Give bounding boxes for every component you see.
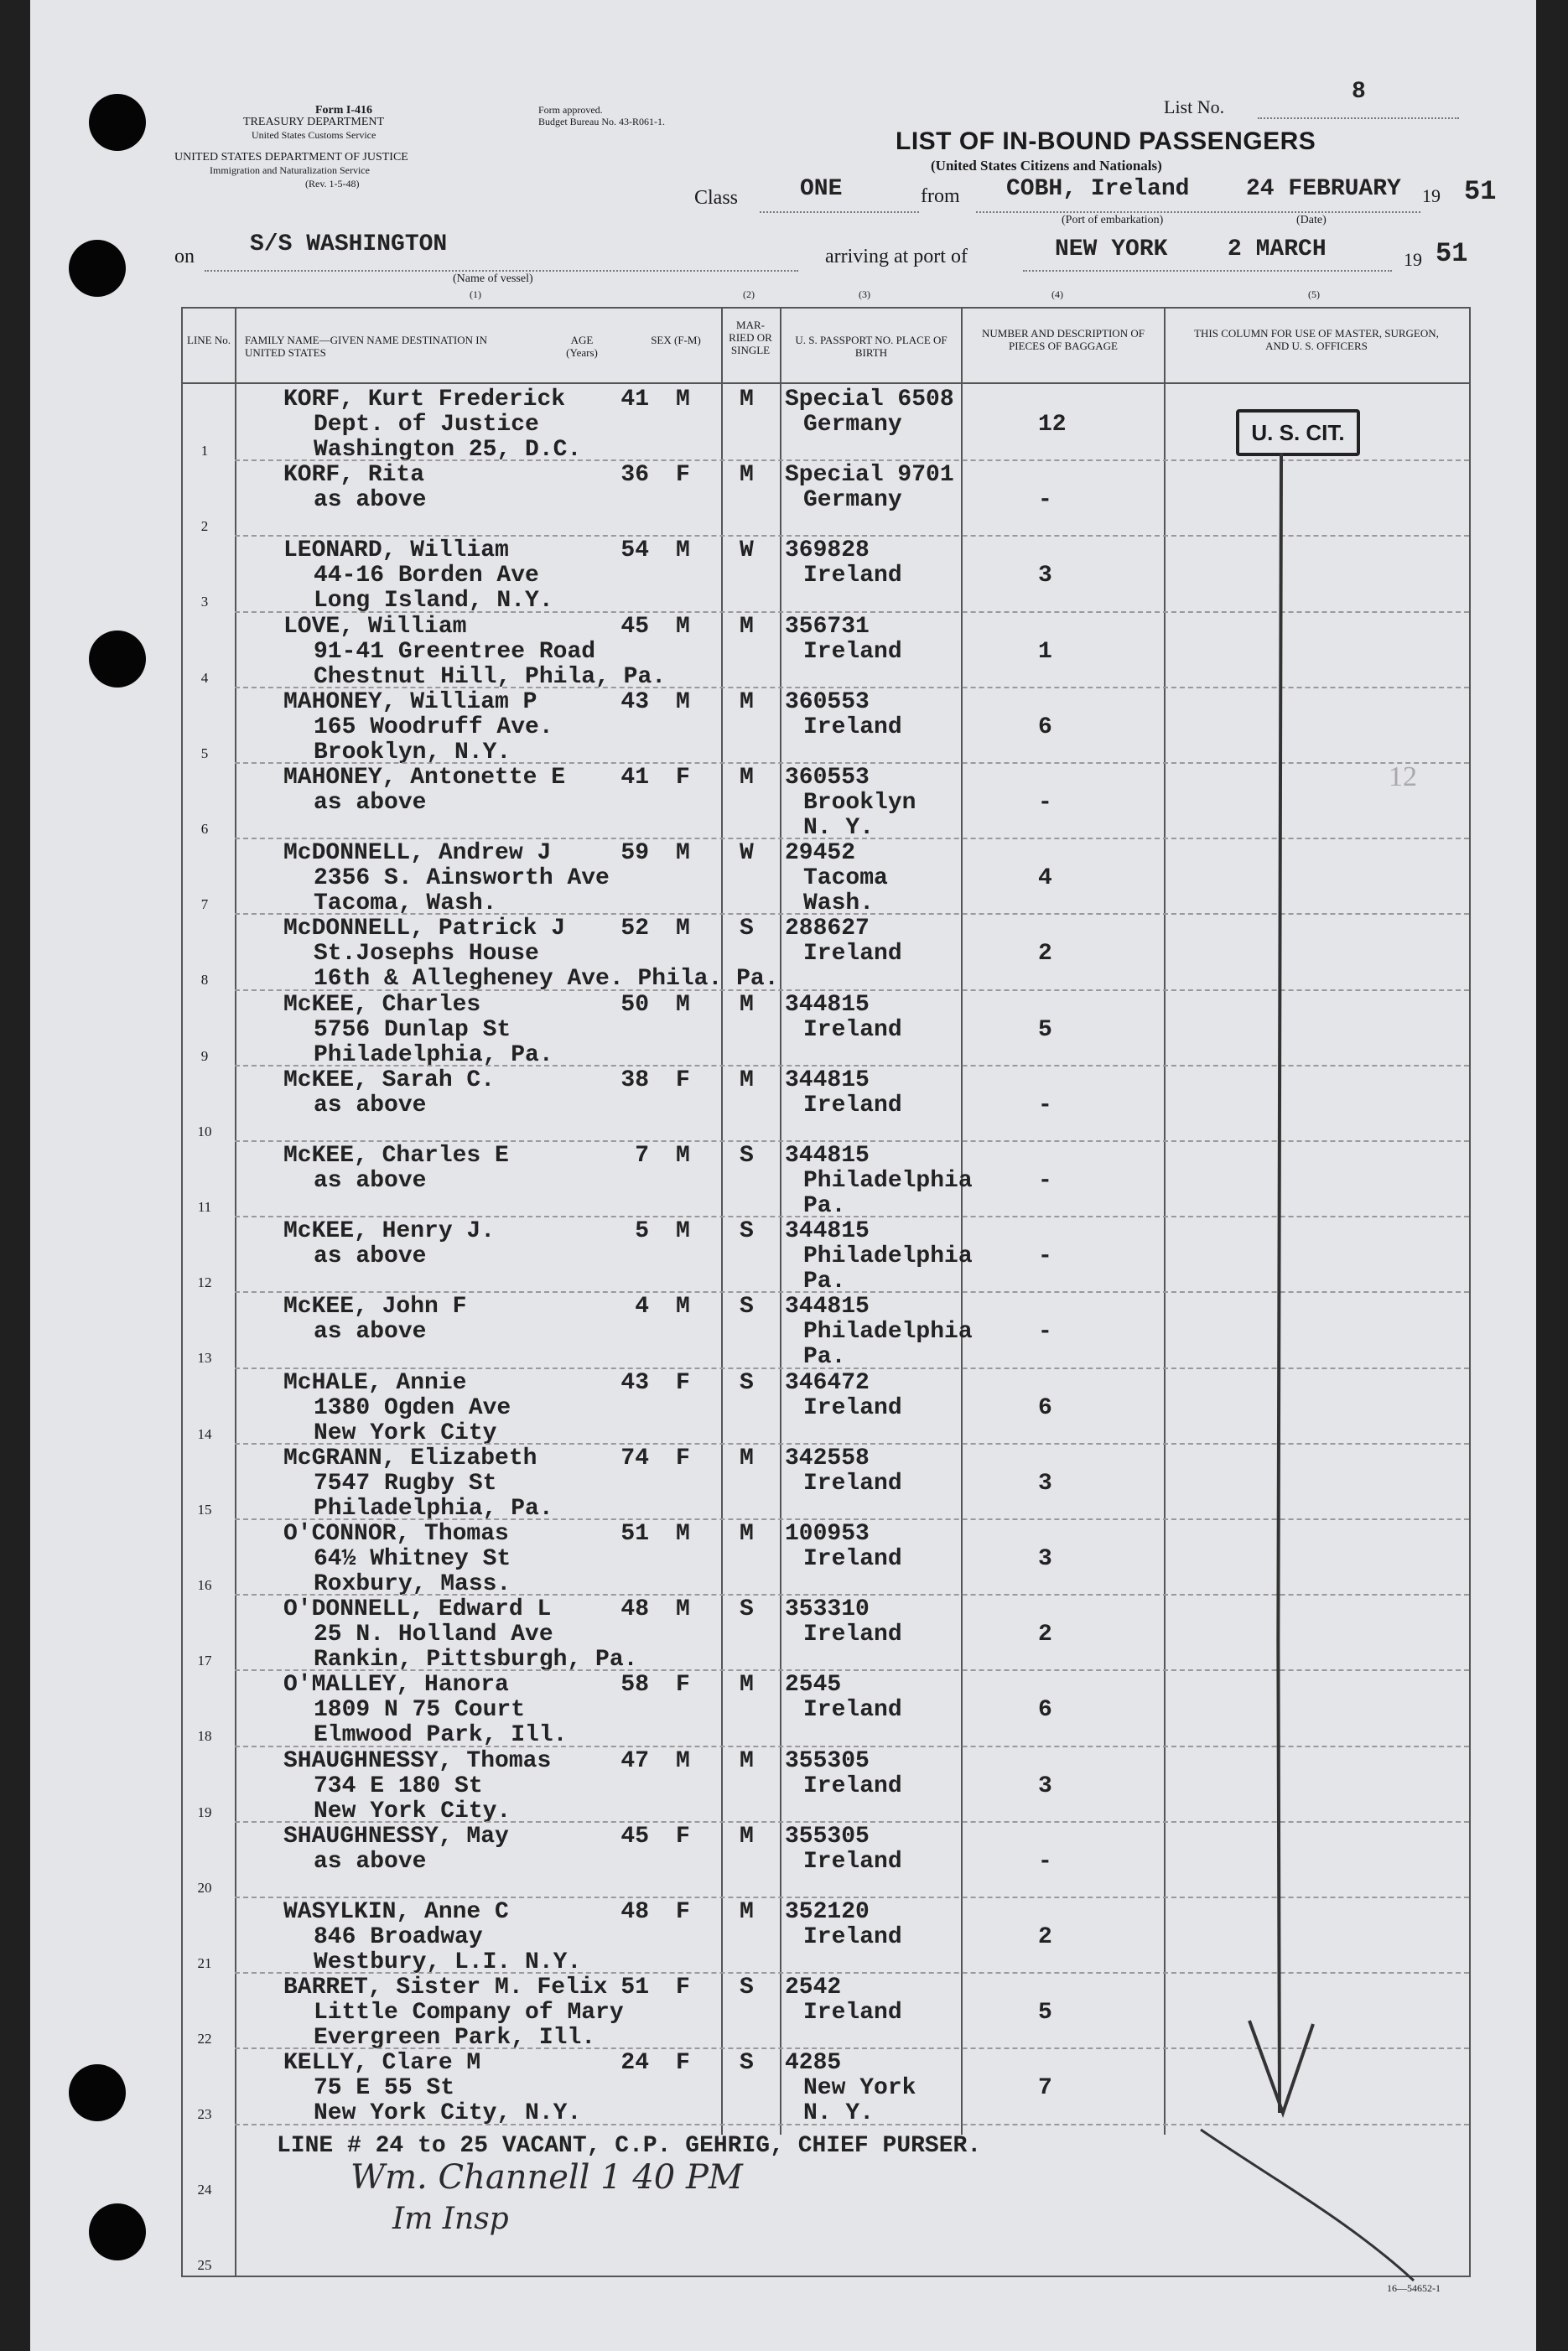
passenger-birthplace: Tacoma: [803, 865, 888, 892]
col-num-1: (1): [470, 288, 481, 300]
header-line-no: LINE No.: [187, 334, 231, 346]
passenger-sex: M: [676, 387, 690, 413]
form-approved: Form approved.: [538, 104, 603, 116]
passenger-sex: M: [676, 1747, 690, 1774]
passenger-baggage: -: [1038, 1092, 1052, 1118]
passenger-baggage: 3: [1038, 1772, 1052, 1799]
from-port: COBH, Ireland: [1006, 176, 1190, 202]
passenger-baggage: 7: [1038, 2075, 1052, 2102]
passenger-birthplace: Ireland: [803, 563, 902, 589]
passenger-marital-status: W: [740, 840, 754, 867]
passenger-birthplace: Ireland: [803, 1622, 902, 1648]
passenger-sex: F: [676, 1445, 690, 1471]
passenger-sex: M: [676, 688, 690, 715]
passenger-name: KORF, Rita: [283, 462, 425, 489]
line-number: 5: [200, 745, 209, 761]
passenger-birthplace: Ireland: [803, 1394, 902, 1421]
passenger-name: BARRET, Sister M. Felix: [283, 1975, 608, 2001]
passenger-marital-status: M: [740, 765, 754, 791]
passenger-sex: F: [676, 1975, 690, 2001]
passenger-birthplace: N. Y.: [803, 2100, 875, 2127]
header-passport: U. S. PASSPORT NO. PLACE OF BIRTH: [795, 334, 948, 359]
passenger-name: McDONNELL, Andrew J: [283, 840, 552, 867]
passenger-name: McGRANN, Elizabeth: [283, 1445, 537, 1471]
passenger-address: New York City, N.Y.: [314, 2100, 582, 2127]
passenger-sex: M: [676, 991, 690, 1018]
line-number: 4: [200, 669, 209, 686]
passenger-sex: F: [676, 1369, 690, 1396]
passenger-sex: M: [676, 1521, 690, 1547]
passenger-name: McKEE, Henry J.: [283, 1218, 496, 1245]
line-number: 18: [197, 1728, 212, 1745]
vessel-label: (Name of vessel): [453, 272, 533, 285]
from-label: from: [921, 185, 960, 207]
passenger-passport: 344815: [785, 991, 870, 1018]
arrival-year: 51: [1436, 238, 1468, 269]
passenger-age: 47: [620, 1747, 649, 1774]
col-num-4: (4): [1051, 288, 1063, 300]
passenger-age: 51: [620, 1521, 649, 1547]
list-no-label: List No.: [1164, 96, 1225, 117]
passenger-birthplace: Wash.: [803, 890, 875, 917]
passenger-passport: 360553: [785, 688, 870, 715]
passenger-marital-status: M: [740, 462, 754, 489]
passenger-birthplace: Ireland: [803, 1092, 902, 1118]
passenger-name: McKEE, Charles E: [283, 1143, 509, 1169]
passenger-marital-status: S: [740, 1975, 754, 2001]
passenger-address: 846 Broadway: [314, 1924, 483, 1950]
passenger-birthplace: N. Y.: [803, 815, 875, 841]
line-number: 1: [200, 443, 209, 459]
passenger-birthplace: Ireland: [803, 638, 902, 665]
passenger-birthplace: Germany: [803, 487, 902, 514]
passenger-address: St.Josephs House: [314, 941, 539, 968]
col-num-2: (2): [743, 288, 755, 300]
on-label: on: [174, 246, 195, 267]
passenger-passport: 355305: [785, 1747, 870, 1774]
passenger-baggage: 12: [1038, 412, 1067, 438]
passenger-marital-status: S: [740, 1596, 754, 1623]
port-embark-label: (Port of embarkation): [1062, 214, 1164, 226]
passenger-birthplace: Ireland: [803, 1697, 902, 1724]
line-number: 6: [200, 821, 209, 837]
passenger-age: 7: [635, 1143, 649, 1169]
passenger-marital-status: S: [740, 1143, 754, 1169]
budget-bureau: Budget Bureau No. 43-R061-1.: [538, 116, 665, 127]
date-label: (Date): [1296, 214, 1327, 226]
passenger-age: 74: [620, 1445, 649, 1471]
passenger-baggage: 2: [1038, 1924, 1052, 1950]
passenger-sex: M: [676, 1143, 690, 1169]
passenger-address: Chestnut Hill, Phila, Pa.: [314, 663, 667, 690]
passenger-address: Roxbury, Mass.: [314, 1571, 511, 1597]
passenger-passport: 346472: [785, 1369, 870, 1396]
passenger-name: McDONNELL, Patrick J: [283, 916, 566, 942]
passenger-baggage: -: [1038, 790, 1052, 816]
passenger-name: SHAUGHNESSY, Thomas: [283, 1747, 552, 1774]
line-number: 11: [197, 1199, 212, 1215]
passenger-address: Elmwood Park, Ill.: [314, 1722, 568, 1749]
passenger-marital-status: M: [740, 1899, 754, 1925]
passenger-baggage: 3: [1038, 1470, 1052, 1497]
passenger-address: Little Company of Mary: [314, 2000, 624, 2027]
passenger-address: as above: [314, 487, 427, 514]
passenger-birthplace: New York: [803, 2075, 916, 2102]
passenger-baggage: 2: [1038, 941, 1052, 968]
passenger-age: 59: [620, 840, 649, 867]
passenger-address: as above: [314, 1319, 427, 1346]
passenger-sex: M: [676, 1294, 690, 1321]
passenger-marital-status: S: [740, 1369, 754, 1396]
col-num-5: (5): [1308, 288, 1320, 300]
passenger-age: 43: [620, 1369, 649, 1396]
passenger-baggage: 2: [1038, 1622, 1052, 1648]
passenger-marital-status: S: [740, 1218, 754, 1245]
passenger-age: 41: [620, 387, 649, 413]
passenger-baggage: 3: [1038, 1546, 1052, 1572]
customs-service: United States Customs Service: [252, 129, 376, 141]
line-number: 8: [200, 972, 209, 989]
passenger-address: as above: [314, 1243, 427, 1270]
line-number: 25: [197, 2257, 212, 2273]
from-year-prefix: 19: [1422, 185, 1441, 206]
passenger-name: O'CONNOR, Thomas: [283, 1521, 509, 1547]
passenger-address: Philadelphia, Pa.: [314, 1495, 553, 1522]
passenger-sex: M: [676, 840, 690, 867]
passenger-age: 58: [620, 1672, 649, 1699]
passenger-passport: 353310: [785, 1596, 870, 1623]
passenger-address: 7547 Rugby St: [314, 1470, 497, 1497]
passenger-passport: 29452: [785, 840, 856, 867]
passenger-name: O'MALLEY, Hanora: [283, 1672, 509, 1699]
passenger-address: 91-41 Greentree Road: [314, 638, 596, 665]
passenger-baggage: -: [1038, 1168, 1052, 1194]
passenger-birthplace: Philadelphia: [803, 1168, 973, 1194]
passenger-passport: 369828: [785, 537, 870, 564]
class-label: Class: [694, 187, 739, 209]
list-no-value: 8: [1352, 79, 1366, 105]
passenger-baggage: -: [1038, 1319, 1052, 1346]
passenger-address: as above: [314, 790, 427, 816]
ins-service: Immigration and Naturalization Service: [210, 164, 370, 176]
passenger-baggage: 6: [1038, 714, 1052, 740]
passenger-sex: F: [676, 765, 690, 791]
passenger-age: 52: [620, 916, 649, 942]
passenger-birthplace: Ireland: [803, 1016, 902, 1043]
arrival-year-prefix: 19: [1404, 249, 1422, 270]
passenger-name: MAHONEY, William P: [283, 688, 537, 715]
passenger-passport: 344815: [785, 1218, 870, 1245]
passenger-baggage: 6: [1038, 1697, 1052, 1724]
passenger-sex: M: [676, 1596, 690, 1623]
from-year: 51: [1464, 176, 1497, 207]
passenger-birthplace: Pa.: [803, 1193, 846, 1219]
passenger-name: MAHONEY, Antonette E: [283, 765, 566, 791]
passenger-address: 1380 Ogden Ave: [314, 1394, 511, 1421]
passenger-address: Washington 25, D.C.: [314, 437, 582, 463]
passenger-age: 51: [620, 1975, 649, 2001]
header-age: AGE (Years): [566, 334, 598, 359]
footer-code: 16—54652-1: [1387, 2282, 1441, 2294]
passenger-passport: 342558: [785, 1445, 870, 1471]
passenger-address: 734 E 180 St: [314, 1772, 483, 1799]
line-number: 7: [200, 896, 209, 913]
passenger-passport: 356731: [785, 613, 870, 640]
line-number: 17: [197, 1653, 212, 1669]
passenger-address: New York City: [314, 1419, 497, 1446]
passenger-age: 48: [620, 1596, 649, 1623]
passenger-birthplace: Ireland: [803, 1924, 902, 1950]
line-number: 19: [197, 1803, 212, 1820]
passenger-birthplace: Ireland: [803, 714, 902, 740]
passenger-address: Evergreen Park, Ill.: [314, 2025, 596, 2052]
passenger-baggage: -: [1038, 1848, 1052, 1875]
passenger-birthplace: Pa.: [803, 1344, 846, 1371]
passenger-birthplace: Ireland: [803, 1546, 902, 1572]
passenger-address: Philadelphia, Pa.: [314, 1041, 553, 1068]
passenger-name: LOVE, William: [283, 613, 467, 640]
passenger-address: 165 Woodruff Ave.: [314, 714, 553, 740]
passenger-passport: 344815: [785, 1067, 870, 1093]
line-number: 22: [197, 2031, 212, 2047]
passenger-birthplace: Brooklyn: [803, 790, 916, 816]
passenger-name: O'DONNELL, Edward L: [283, 1596, 552, 1623]
passenger-age: 45: [620, 1823, 649, 1850]
passenger-name: McKEE, John F: [283, 1294, 467, 1321]
margin-note: 12: [1389, 761, 1417, 792]
passenger-birthplace: Ireland: [803, 941, 902, 968]
passenger-address: 75 E 55 St: [314, 2075, 455, 2102]
passenger-baggage: 4: [1038, 865, 1052, 892]
passenger-passport: 352120: [785, 1899, 870, 1925]
passenger-baggage: 5: [1038, 2000, 1052, 2027]
passenger-passport: 355305: [785, 1823, 870, 1850]
passenger-passport: 360553: [785, 765, 870, 791]
passenger-name: KORF, Kurt Frederick: [283, 387, 566, 413]
header-name: FAMILY NAME—GIVEN NAME DESTINATION IN UNITED STATES: [245, 334, 488, 359]
header-sex: SEX (F-M): [651, 334, 701, 346]
line-number: 15: [197, 1501, 212, 1518]
header-officers: THIS COLUMN FOR USE OF MASTER, SURGEON, AND U. S. OFFICERS: [1194, 327, 1439, 352]
us-citizen-stamp: U. S. CIT.: [1236, 409, 1360, 456]
passenger-age: 54: [620, 537, 649, 564]
passenger-address: as above: [314, 1848, 427, 1875]
line-number: 23: [197, 2106, 212, 2123]
line-number: 2: [200, 518, 209, 535]
col-num-3: (3): [859, 288, 870, 300]
class-value: ONE: [800, 176, 843, 202]
arrival-port: NEW YORK: [1055, 236, 1168, 262]
passenger-address: Westbury, L.I. N.Y.: [314, 1949, 582, 1975]
vacant-note: LINE # 24 to 25 VACANT, C.P. GEHRIG, CHIEF PURSER.: [277, 2133, 982, 2159]
passenger-passport: 100953: [785, 1521, 870, 1547]
justice-dept: UNITED STATES DEPARTMENT OF JUSTICE: [174, 151, 408, 163]
passenger-age: 43: [620, 688, 649, 715]
passenger-marital-status: W: [740, 537, 754, 564]
passenger-address: Long Island, N.Y.: [314, 588, 553, 615]
passenger-address: 44-16 Borden Ave: [314, 563, 539, 589]
passenger-passport: 2542: [785, 1975, 842, 2001]
form-number: Form I-416: [315, 104, 373, 117]
passenger-passport: 344815: [785, 1294, 870, 1321]
passenger-passport: Special 6508: [785, 387, 954, 413]
passenger-name: McKEE, Charles: [283, 991, 481, 1018]
passenger-name: WASYLKIN, Anne C: [283, 1899, 509, 1925]
passenger-marital-status: S: [740, 916, 754, 942]
passenger-baggage: -: [1038, 487, 1052, 514]
header-married: MAR- RIED OR SINGLE: [729, 319, 772, 356]
passenger-passport: Special 9701: [785, 462, 954, 489]
passenger-marital-status: M: [740, 1067, 754, 1093]
passenger-birthplace: Ireland: [803, 1848, 902, 1875]
passenger-passport: 288627: [785, 916, 870, 942]
line-number: 10: [197, 1123, 212, 1139]
header-baggage: NUMBER AND DESCRIPTION OF PIECES OF BAGGAGE: [982, 327, 1145, 352]
treasury-dept: TREASURY DEPARTMENT: [243, 116, 385, 128]
passenger-sex: F: [676, 1067, 690, 1093]
passenger-baggage: 1: [1038, 638, 1052, 665]
passenger-address: Dept. of Justice: [314, 412, 539, 438]
passenger-marital-status: M: [740, 688, 754, 715]
passenger-name: SHAUGHNESSY, May: [283, 1823, 509, 1850]
passenger-sex: M: [676, 1218, 690, 1245]
passenger-name: McHALE, Annie: [283, 1369, 467, 1396]
passenger-age: 5: [635, 1218, 649, 1245]
passenger-marital-status: S: [740, 2050, 754, 2077]
passenger-sex: F: [676, 1899, 690, 1925]
passenger-marital-status: M: [740, 1823, 754, 1850]
passenger-age: 24: [620, 2050, 649, 2077]
passenger-address: Tacoma, Wash.: [314, 890, 497, 917]
passenger-birthplace: Philadelphia: [803, 1319, 973, 1346]
page-subtitle: (United States Citizens and Nationals): [931, 158, 1162, 174]
passenger-baggage: 5: [1038, 1016, 1052, 1043]
passenger-name: KELLY, Clare M: [283, 2050, 481, 2077]
vessel-name: S/S WASHINGTON: [250, 231, 448, 257]
passenger-address: Rankin, Pittsburgh, Pa.: [314, 1647, 638, 1674]
passenger-sex: M: [676, 916, 690, 942]
passenger-age: 38: [620, 1067, 649, 1093]
passenger-passport: 344815: [785, 1143, 870, 1169]
passenger-age: 41: [620, 765, 649, 791]
signature: Wm. Channell 1 40 PM: [350, 2158, 743, 2197]
passenger-marital-status: S: [740, 1294, 754, 1321]
line-number: 20: [197, 1879, 212, 1896]
passenger-age: 45: [620, 613, 649, 640]
passenger-sex: F: [676, 1672, 690, 1699]
passenger-birthplace: Philadelphia: [803, 1243, 973, 1270]
line-number: 13: [197, 1350, 212, 1367]
passenger-passport: 2545: [785, 1672, 842, 1699]
passenger-age: 48: [620, 1899, 649, 1925]
signature-title: Im Insp: [392, 2202, 509, 2236]
line-number: 16: [197, 1577, 212, 1593]
passenger-address: 16th & Allegheney Ave. Phila. Pa.: [314, 966, 779, 993]
passenger-sex: F: [676, 2050, 690, 2077]
passenger-address: as above: [314, 1092, 427, 1118]
passenger-sex: M: [676, 537, 690, 564]
passenger-address: 64½ Whitney St: [314, 1546, 511, 1572]
line-number: 3: [200, 594, 209, 610]
arrival-date: 2 MARCH: [1228, 236, 1327, 262]
passenger-marital-status: M: [740, 991, 754, 1018]
arriving-label: arriving at port of: [825, 246, 968, 267]
passenger-marital-status: M: [740, 1445, 754, 1471]
passenger-marital-status: M: [740, 1747, 754, 1774]
passenger-marital-status: M: [740, 387, 754, 413]
passenger-age: 4: [635, 1294, 649, 1321]
passenger-baggage: 3: [1038, 563, 1052, 589]
line-number: 21: [197, 1955, 212, 1971]
passenger-birthplace: Pa.: [803, 1269, 846, 1295]
passenger-passport: 4285: [785, 2050, 842, 2077]
passenger-birthplace: Ireland: [803, 1470, 902, 1497]
revision: (Rev. 1-5-48): [305, 178, 360, 189]
passenger-address: as above: [314, 1168, 427, 1194]
page-title: LIST OF IN-BOUND PASSENGERS: [896, 127, 1316, 155]
passenger-birthplace: Ireland: [803, 2000, 902, 2027]
passenger-age: 50: [620, 991, 649, 1018]
passenger-name: McKEE, Sarah C.: [283, 1067, 496, 1093]
passenger-sex: F: [676, 1823, 690, 1850]
passenger-birthplace: Germany: [803, 412, 902, 438]
passenger-baggage: 6: [1038, 1394, 1052, 1421]
passenger-age: 36: [620, 462, 649, 489]
passenger-baggage: -: [1038, 1243, 1052, 1270]
from-date: 24 FEBRUARY: [1246, 176, 1401, 202]
passenger-address: 1809 N 75 Court: [314, 1697, 526, 1724]
passenger-address: 2356 S. Ainsworth Ave: [314, 865, 610, 892]
passenger-marital-status: M: [740, 1672, 754, 1699]
line-number: 14: [197, 1425, 212, 1442]
passenger-marital-status: M: [740, 1521, 754, 1547]
passenger-sex: M: [676, 613, 690, 640]
line-number: 24: [197, 2182, 212, 2198]
passenger-address: 25 N. Holland Ave: [314, 1622, 553, 1648]
passenger-name: LEONARD, William: [283, 537, 509, 564]
passenger-birthplace: Ireland: [803, 1772, 902, 1799]
passenger-address: Brooklyn, N.Y.: [314, 739, 511, 766]
passenger-address: New York City.: [314, 1798, 511, 1824]
line-number: 12: [197, 1274, 212, 1291]
passenger-sex: F: [676, 462, 690, 489]
line-number: 9: [200, 1047, 209, 1064]
passenger-address: 5756 Dunlap St: [314, 1016, 511, 1043]
passenger-marital-status: M: [740, 613, 754, 640]
